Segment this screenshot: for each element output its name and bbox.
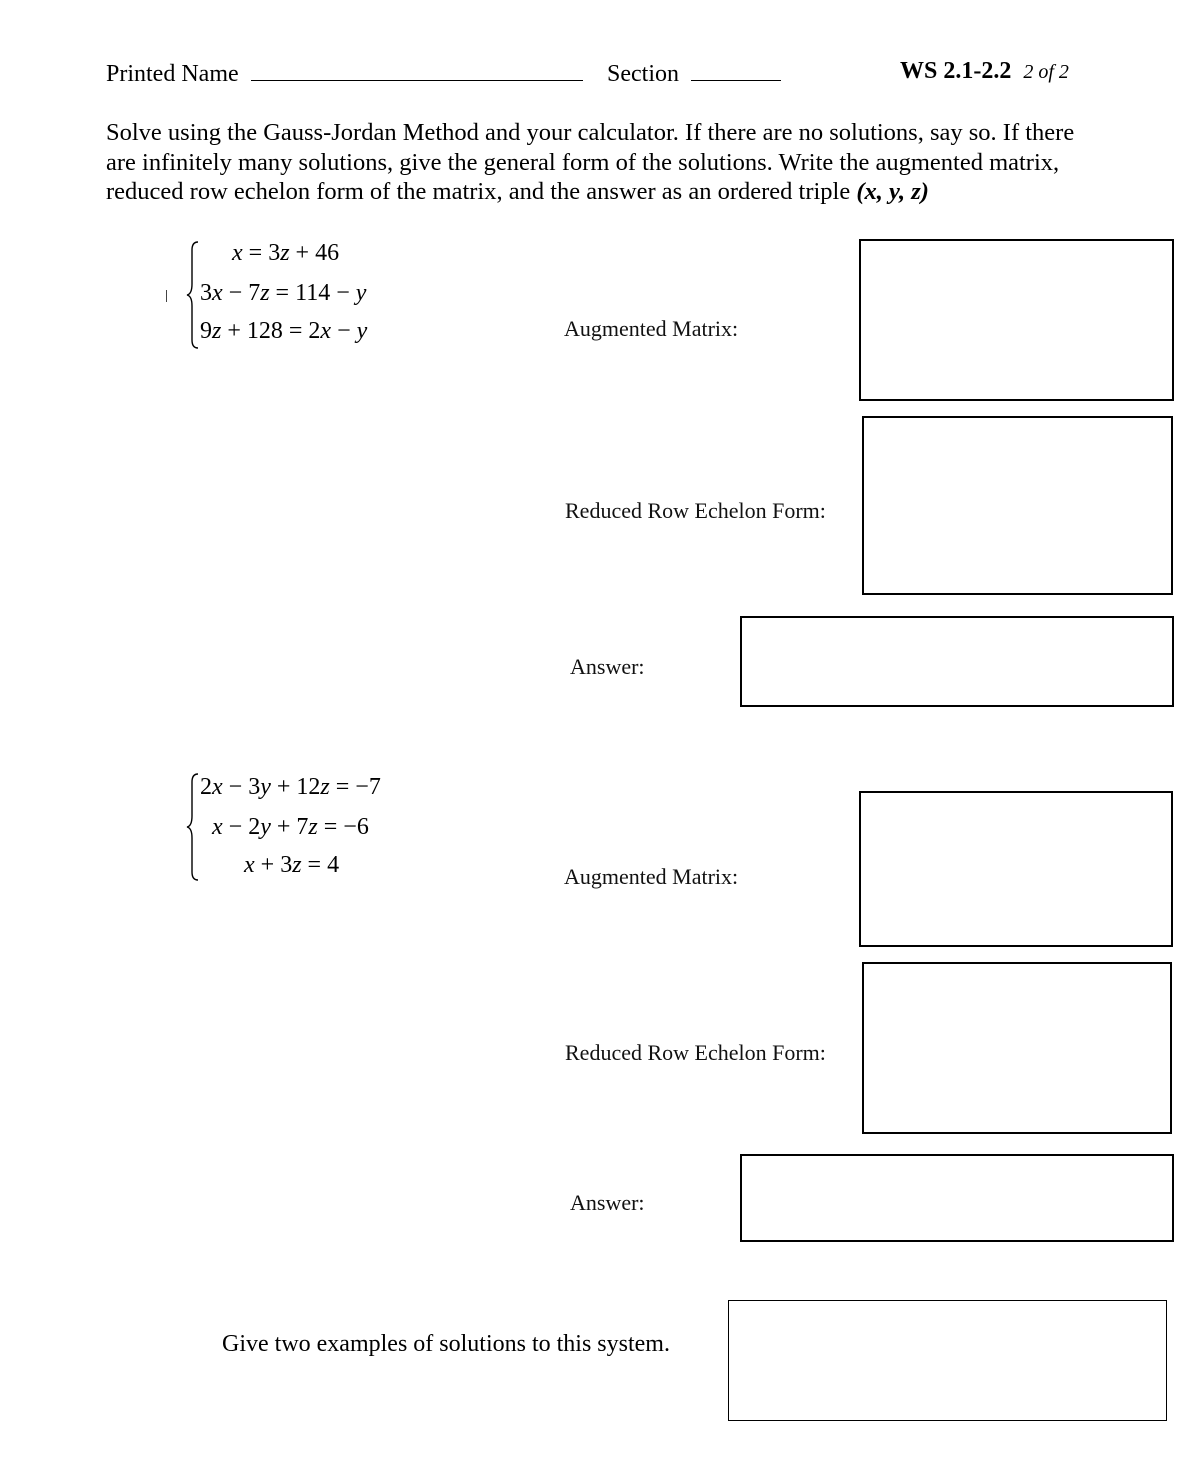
augmented-matrix-label: Augmented Matrix:: [564, 316, 739, 341]
printed-name-label: Printed Name: [106, 61, 239, 87]
rref-label: Reduced Row Echelon Form:: [565, 498, 826, 523]
ordered-triple: (x, y, z): [856, 178, 929, 205]
examples-prompt: Give two examples of solutions to this system.: [222, 1331, 670, 1357]
small-tick-mark: [166, 290, 167, 302]
left-brace-icon: [186, 240, 200, 350]
left-brace-icon: [186, 772, 200, 882]
equation: 9z + 128 = 2x − y: [200, 318, 368, 344]
page-number: 2 of 2: [1023, 61, 1069, 83]
instructions-text: Solve using the Gauss-Jordan Method and your calculator. If there are no solutions, say so. If there are infinitely many solutions, give the general form of the solutions. Write the augmented matrix, reduced row echelon form of the matrix, and the answer as an ordered triple: [106, 119, 1075, 205]
examples-box[interactable]: [728, 1300, 1167, 1421]
rref-box[interactable]: [862, 962, 1172, 1134]
answer-box[interactable]: [740, 616, 1174, 707]
answer-box[interactable]: [740, 1154, 1174, 1242]
printed-name-blank[interactable]: [251, 58, 583, 81]
answer-label: Answer:: [570, 1190, 645, 1215]
answer-label: Answer:: [570, 654, 645, 679]
augmented-matrix-label: Augmented Matrix:: [564, 864, 739, 889]
equation: 3x − 7z = 114 − y: [200, 280, 367, 306]
equation: x + 3z = 4: [244, 852, 340, 878]
section-group: [607, 58, 781, 88]
section-label: Section: [607, 61, 679, 87]
worksheet-id: [900, 58, 1069, 85]
rref-box[interactable]: [862, 416, 1173, 595]
problem2-system: [186, 772, 406, 882]
problem1-system: [186, 240, 406, 350]
equation: x − 2y + 7z = −6: [212, 814, 369, 840]
instructions: [106, 118, 1106, 207]
equation: x = 3z + 46: [232, 240, 340, 266]
worksheet-number: WS 2.1-2.2: [900, 58, 1012, 84]
section-blank[interactable]: [691, 58, 781, 81]
equation: 2x − 3y + 12z = −7: [200, 774, 381, 800]
rref-label: Reduced Row Echelon Form:: [565, 1040, 826, 1065]
augmented-matrix-box[interactable]: [859, 791, 1173, 947]
augmented-matrix-box[interactable]: [859, 239, 1174, 401]
